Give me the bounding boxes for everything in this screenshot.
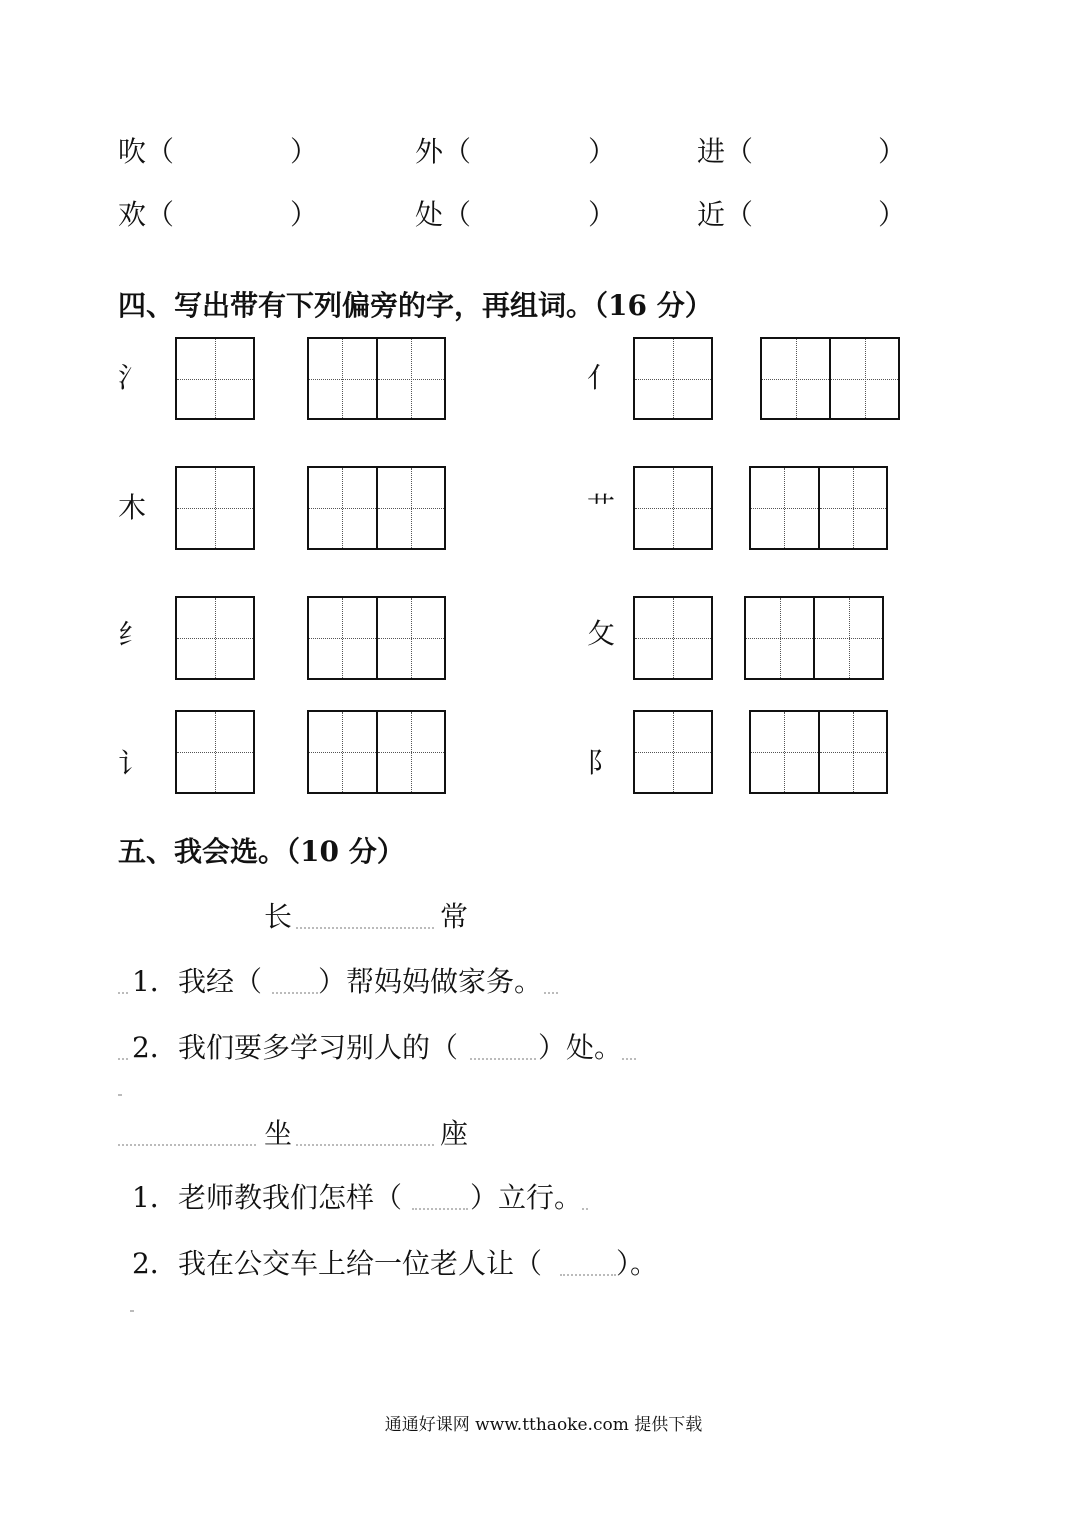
answer-blank[interactable]	[272, 992, 318, 994]
paren-close: ）	[878, 198, 907, 231]
char-writing-grid[interactable]	[175, 466, 255, 550]
char-writing-grid[interactable]	[175, 337, 255, 420]
dotted-leader	[544, 992, 558, 994]
question-text: 我们要多学习别人的（	[178, 1031, 459, 1064]
word-writing-grid[interactable]	[307, 466, 446, 550]
char-writing-grid[interactable]	[633, 710, 713, 794]
word-prompt-huan: 欢（	[118, 198, 175, 231]
answer-blank[interactable]	[470, 1058, 536, 1060]
char-writing-grid[interactable]	[175, 596, 255, 680]
radical-label: 讠	[118, 747, 147, 780]
section-heading: 五、我会选。（10 分）	[118, 835, 405, 868]
question-text: 老师教我们怎样（	[178, 1181, 403, 1214]
question-text: ）处。	[538, 1031, 623, 1064]
question-text: 我经（	[178, 965, 263, 998]
dotted-leader	[118, 1094, 122, 1096]
paren-close: ）	[878, 135, 907, 168]
word-writing-grid[interactable]	[307, 596, 446, 680]
dotted-leader	[622, 1058, 636, 1060]
radical-label: 攵	[587, 617, 616, 650]
dotted-leader	[118, 1058, 128, 1060]
question-number: 1．	[132, 1181, 178, 1214]
word-writing-grid[interactable]	[307, 337, 446, 420]
radical-label: 阝	[587, 746, 616, 779]
paren-close: ）	[588, 135, 617, 168]
section-heading: 四、写出带有下列偏旁的字，再组词。（16 分）	[118, 289, 713, 322]
dotted-leader	[118, 1144, 256, 1146]
question-text: ）立行。	[470, 1181, 583, 1214]
choice-word: 座	[440, 1117, 469, 1150]
word-prompt-chu: 处（	[415, 198, 472, 231]
word-prompt-jin: 进（	[697, 135, 754, 168]
choice-word: 长	[264, 900, 293, 933]
word-prompt-jin2: 近（	[697, 198, 754, 231]
dotted-leader	[130, 1310, 134, 1312]
char-writing-grid[interactable]	[633, 466, 713, 550]
paren-close: ）	[290, 135, 319, 168]
radical-label: 木	[118, 491, 147, 524]
dotted-leader	[118, 992, 128, 994]
question-text: ）帮妈妈做家务。	[318, 965, 543, 998]
word-writing-grid[interactable]	[760, 337, 900, 420]
radical-label: 艹	[587, 491, 616, 524]
word-prompt-wai: 外（	[415, 135, 472, 168]
radical-label: 纟	[118, 618, 147, 651]
word-prompt-chui: 吹（	[118, 135, 175, 168]
question-text: ）。	[616, 1247, 659, 1280]
dotted-leader	[296, 1144, 434, 1146]
question-number: 1．	[132, 965, 178, 998]
paren-close: ）	[290, 198, 319, 231]
choice-word: 坐	[264, 1117, 293, 1150]
char-writing-grid[interactable]	[633, 337, 713, 420]
char-writing-grid[interactable]	[175, 710, 255, 794]
page-footer: 通通好课网 www.tthaoke.com 提供下载	[384, 1415, 703, 1435]
question-text: 我在公交车上给一位老人让（	[178, 1247, 543, 1280]
paren-close: ）	[588, 198, 617, 231]
word-writing-grid[interactable]	[749, 710, 888, 794]
dotted-leader	[296, 927, 434, 929]
question-number: 2．	[132, 1031, 178, 1064]
answer-blank[interactable]	[412, 1208, 468, 1210]
word-writing-grid[interactable]	[744, 596, 884, 680]
radical-label: 氵	[118, 361, 147, 394]
radical-label: 亻	[587, 361, 616, 394]
question-number: 2．	[132, 1247, 178, 1280]
char-writing-grid[interactable]	[633, 596, 713, 680]
choice-word: 常	[440, 900, 469, 933]
dotted-leader	[582, 1208, 588, 1210]
answer-blank[interactable]	[560, 1274, 616, 1276]
word-writing-grid[interactable]	[307, 710, 446, 794]
word-writing-grid[interactable]	[749, 466, 888, 550]
